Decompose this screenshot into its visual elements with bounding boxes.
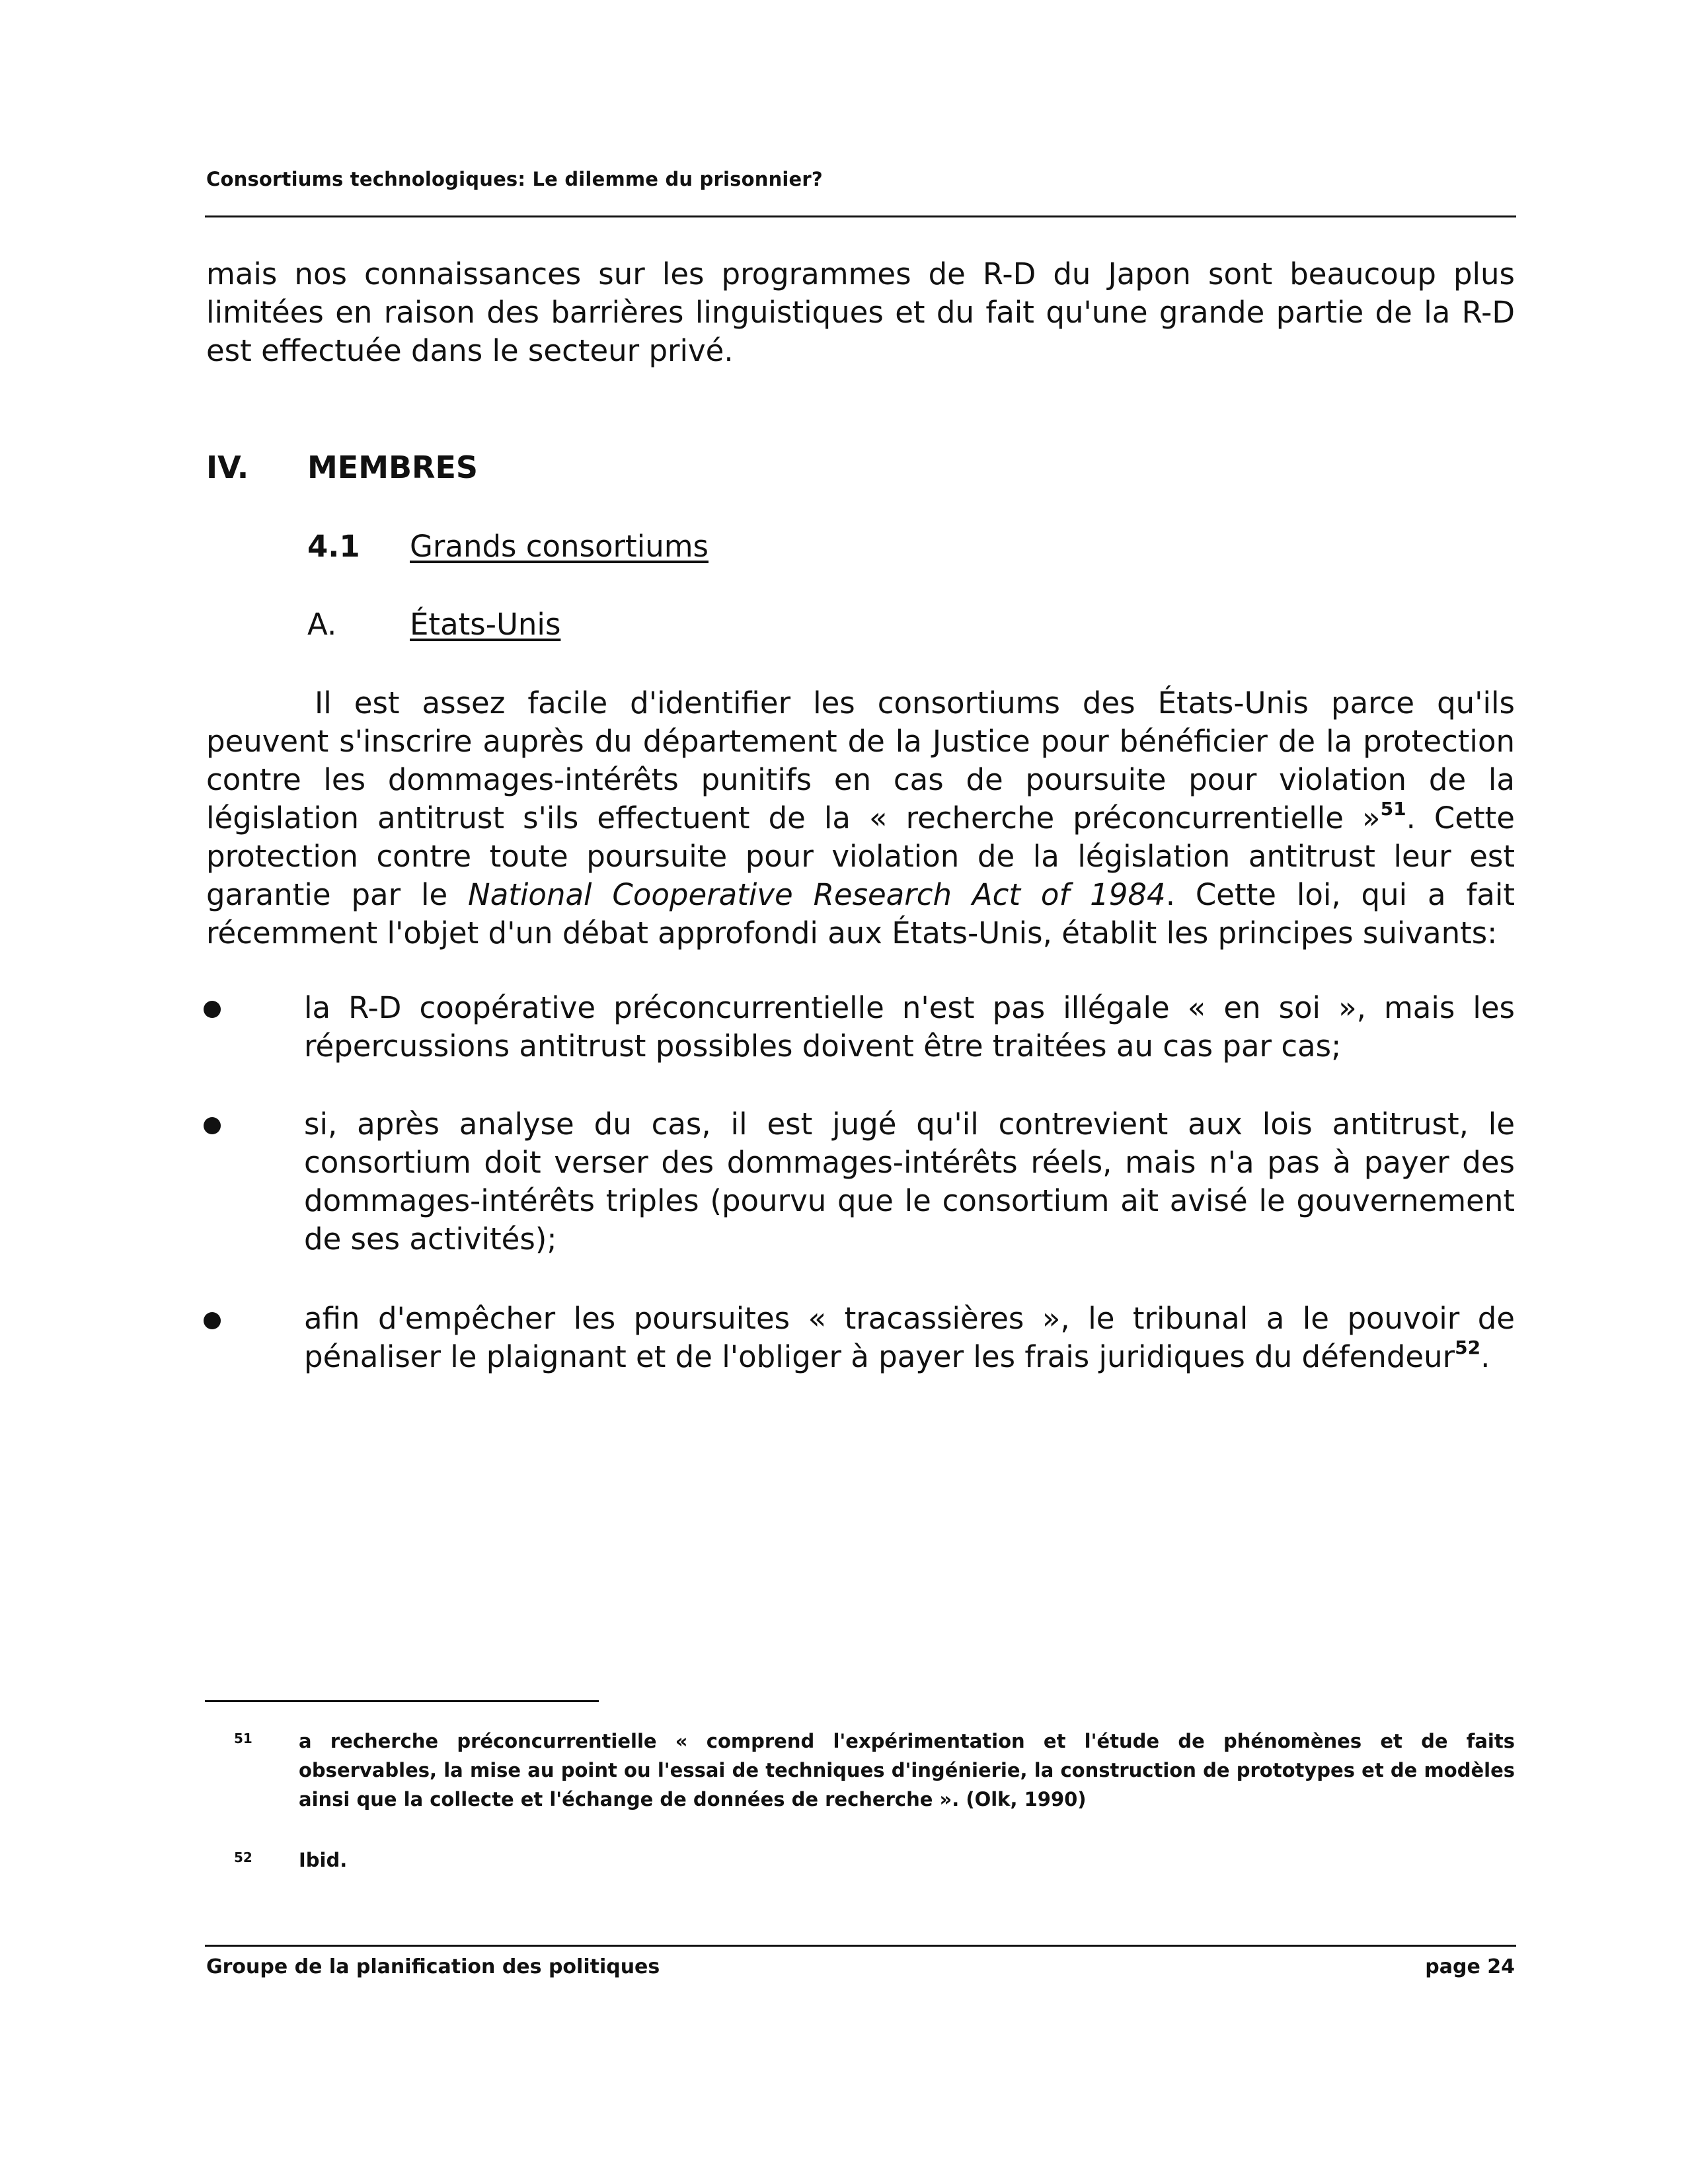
footer-rule [205, 1945, 1516, 1947]
footnote-number: 52 [234, 1850, 252, 1865]
bullet-item [304, 989, 1515, 1066]
footnote-ref-52: 52 [1455, 1337, 1481, 1358]
intro-paragraph-text: mais nos connaissances sur les programmes de R-D du Japon sont beaucoup plus limitées en raison des barrières linguistiques et du fait qu'une grande partie de la R-D est effectuée dans le secteur privé. [206, 256, 1515, 368]
footnote-text: a recherche préconcurrentielle « comprend l'expérimentation et l'étude de phénomènes et de faits observables, la mise au point ou l'essai de techniques d'ingénierie, la construction de prototypes et de modèles ainsi que la collecte et l'échange de données de recherche ». (Olk, 1990) [299, 1730, 1515, 1811]
footnote-number: 51 [234, 1731, 252, 1746]
main-paragraph [206, 684, 1515, 953]
bullet-text: afin d'empêcher les poursuites « tracassières », le tribunal a le pouvoir de pénaliser le plaignant et de l'obliger à payer les frais juridiques du défendeur [304, 1301, 1515, 1374]
header-rule [205, 215, 1516, 217]
page-number: page 24 [1425, 1955, 1515, 1978]
section-number: IV. [206, 449, 249, 485]
bullet-text: si, après analyse du cas, il est jugé qu'il contrevient aux lois antitrust, le consortium doit verser des dommages-intérêts réels, mais n'a pas à payer des dommages-intérêts triples (pourvu que le consortium ait avisé le gouvernement de ses activités); [304, 1107, 1515, 1257]
main-paragraph-part3: . Cette loi, qui a fait récemment l'objet d'un débat approfondi aux États-Unis, établit les principes suivants: [206, 877, 1515, 951]
footnote-text: Ibid. [299, 1849, 348, 1871]
bullet-dot [204, 1312, 221, 1329]
subsubsection-number: A. [307, 607, 337, 642]
intro-paragraph [206, 255, 1515, 370]
subsubsection-title: États-Unis [410, 607, 561, 642]
subsection-title: Grands consortiums [410, 529, 709, 564]
footnote-rule [205, 1700, 599, 1702]
footer-organization: Groupe de la planification des politiques [206, 1955, 660, 1978]
act-name: National Cooperative Research Act of 1984 [468, 877, 1166, 912]
bullet-dot [204, 1001, 221, 1018]
bullet-dot [204, 1117, 221, 1134]
main-paragraph-part2: . Cette protection contre toute poursuite pour violation de la législation antitrust leur est garantie par le [206, 800, 1515, 912]
footnote-ref-51: 51 [1380, 798, 1406, 820]
running-header: Consortiums technologiques: Le dilemme du prisonnier? [206, 168, 823, 190]
bullet-item [304, 1300, 1515, 1376]
subsection-number: 4.1 [307, 529, 360, 564]
main-paragraph-part1: Il est assez facile d'identifier les consortiums des États-Unis parce qu'ils peuvent s'inscrire auprès du département de la Justice pour bénéficier de la protection contre les dommages-intérêts punitifs en cas de poursuite pour violation de la législation antitrust s'ils effectuent de la « recherche préconcurrentielle » [206, 685, 1515, 836]
bullet-item [304, 1105, 1515, 1259]
section-title: MEMBRES [307, 449, 479, 485]
bullet-tail: . [1480, 1339, 1490, 1374]
bullet-text: la R-D coopérative préconcurrentielle n'est pas illégale « en soi », mais les répercussions antitrust possibles doivent être traitées au cas par cas; [304, 990, 1515, 1064]
